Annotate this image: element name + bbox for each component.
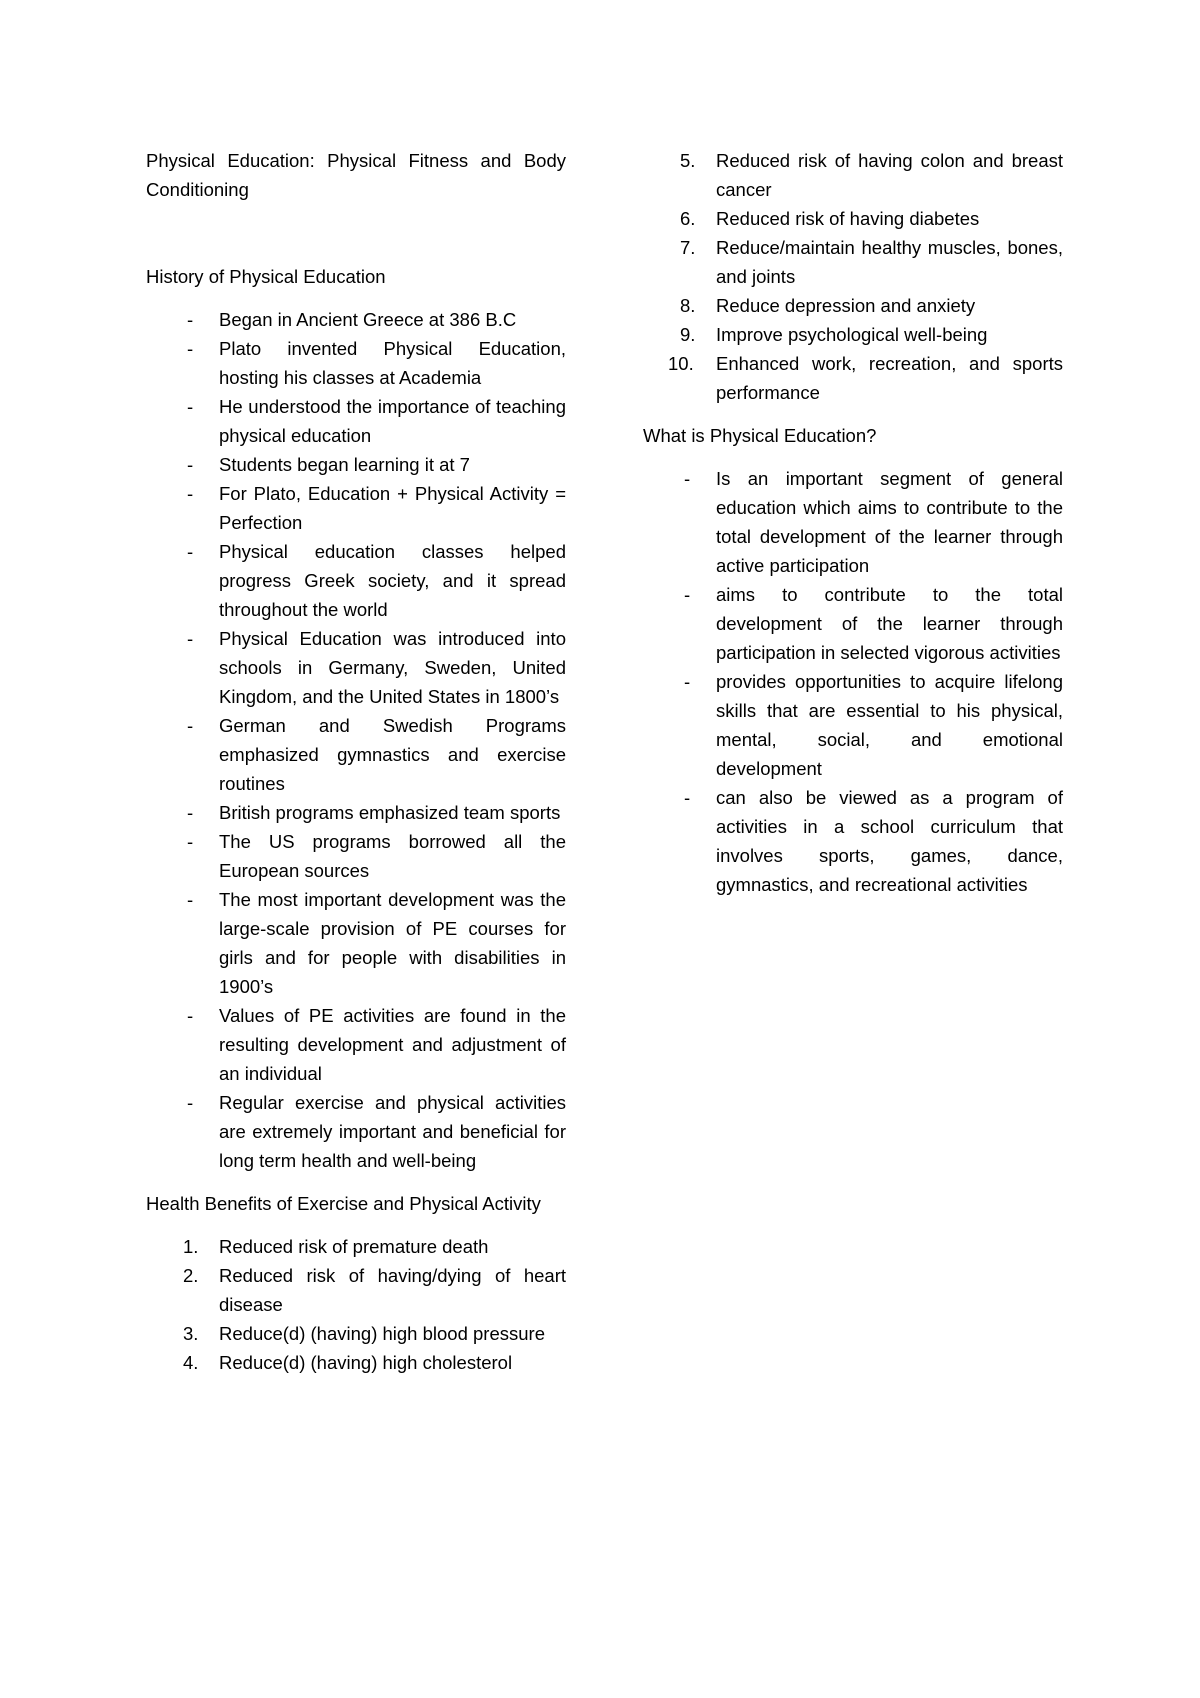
history-item [146,624,566,711]
bullet-dash: - [187,889,194,910]
bullet-dash: - [187,1092,194,1113]
history-item-text: Physical education classes helped progress Greek society, and it spread throughout the world [219,541,566,620]
history-item-text: For Plato, Education + Physical Activity = Perfection [219,483,566,533]
history-item-text: British programs emphasized team sports [219,802,561,823]
history-item-text: Regular exercise and physical activities are extremely important and beneficial for long term health and well-being [219,1092,566,1171]
bullet-dash: - [187,802,194,823]
history-item-text: Students began learning it at 7 [219,454,470,475]
benefit-number: 5. [680,150,696,171]
history-item [146,392,566,450]
history-item [146,479,566,537]
bullet-dash: - [187,338,194,359]
right-column [643,146,1063,899]
what-is-item-text: aims to contribute to the total development of the learner through participation in selected vigorous activities [716,584,1063,663]
benefit-text: Improve psychological well-being [716,324,988,345]
benefit-text: Reduced risk of premature death [219,1236,489,1257]
benefit-number: 6. [680,208,696,229]
what-is-item-text: Is an important segment of general education which aims to contribute to the total development of the learner through active participation [716,468,1063,576]
history-heading: History of Physical Education [146,266,386,287]
what-is-heading: What is Physical Education? [643,425,877,446]
history-item-text: Values of PE activities are found in the resulting development and adjustment of an individual [219,1005,566,1084]
benefit-number: 3. [183,1323,199,1344]
history-item [146,305,566,334]
benefit-number: 2. [183,1265,199,1286]
benefit-item [643,291,1063,320]
benefit-item [643,320,1063,349]
bullet-dash: - [684,468,691,489]
benefit-item [146,1232,566,1261]
benefit-item [643,146,1063,204]
history-item [146,827,566,885]
benefit-text: Reduced risk of having/dying of heart disease [219,1265,566,1315]
what-is-item [643,580,1063,667]
what-is-item [643,464,1063,580]
bullet-dash: - [187,831,194,852]
history-item-text: Plato invented Physical Education, hosting his classes at Academia [219,338,566,388]
bullet-dash: - [187,454,194,475]
what-is-item [643,783,1063,899]
benefits-list [146,1232,566,1377]
history-item [146,537,566,624]
history-list [146,305,566,1175]
benefit-item [643,233,1063,291]
benefit-number: 1. [183,1236,199,1257]
history-item [146,1088,566,1175]
what-is-item-text: provides opportunities to acquire lifelong skills that are essential to his physical, mental, social, and emotional development [716,671,1063,779]
benefit-number: 8. [680,295,696,316]
benefit-text: Reduced risk of having colon and breast cancer [716,150,1063,200]
history-item [146,334,566,392]
bullet-dash: - [187,309,194,330]
benefit-item [146,1261,566,1319]
benefit-number: 9. [680,324,696,345]
bullet-dash: - [187,541,194,562]
bullet-dash: - [187,1005,194,1026]
what-is-list [643,464,1063,899]
benefit-number: 7. [680,237,696,258]
benefit-text: Reduce/maintain healthy muscles, bones, and joints [716,237,1063,287]
what-is-item-text: can also be viewed as a program of activities in a school curriculum that involves sports, games, dance, gymnastics, and recreational activities [716,787,1063,895]
benefit-item [146,1319,566,1348]
benefit-number: 10. [668,353,694,374]
benefit-item [146,1348,566,1377]
benefit-text: Reduce(d) (having) high blood pressure [219,1323,545,1344]
history-item [146,1001,566,1088]
benefit-text: Enhanced work, recreation, and sports performance [716,353,1063,403]
document-title: Physical Education: Physical Fitness and Body Conditioning [146,150,566,200]
history-item-text: The US programs borrowed all the European sources [219,831,566,881]
bullet-dash: - [684,584,691,605]
history-item-text: German and Swedish Programs emphasized gymnastics and exercise routines [219,715,566,794]
bullet-dash: - [187,628,194,649]
bullet-dash: - [187,715,194,736]
benefit-item [643,349,1063,407]
bullet-dash: - [187,396,194,417]
benefit-text: Reduced risk of having diabetes [716,208,980,229]
history-item-text: He understood the importance of teaching physical education [219,396,566,446]
left-column [146,146,566,1377]
history-item [146,798,566,827]
benefits-list-continued [643,146,1063,407]
benefits-heading: Health Benefits of Exercise and Physical Activity [146,1193,541,1214]
benefit-text: Reduce depression and anxiety [716,295,976,316]
history-item-text: Began in Ancient Greece at 386 B.C [219,309,517,330]
benefit-item [643,204,1063,233]
history-item-text: Physical Education was introduced into schools in Germany, Sweden, United Kingdom, and the United States in 1800’s [219,628,566,707]
what-is-item [643,667,1063,783]
history-item-text: The most important development was the large-scale provision of PE courses for girls and for people with disabilities in 1900’s [219,889,566,997]
history-item [146,885,566,1001]
benefit-text: Reduce(d) (having) high cholesterol [219,1352,513,1373]
bullet-dash: - [187,483,194,504]
history-item [146,711,566,798]
bullet-dash: - [684,671,691,692]
bullet-dash: - [684,787,691,808]
history-item [146,450,566,479]
benefit-number: 4. [183,1352,199,1373]
